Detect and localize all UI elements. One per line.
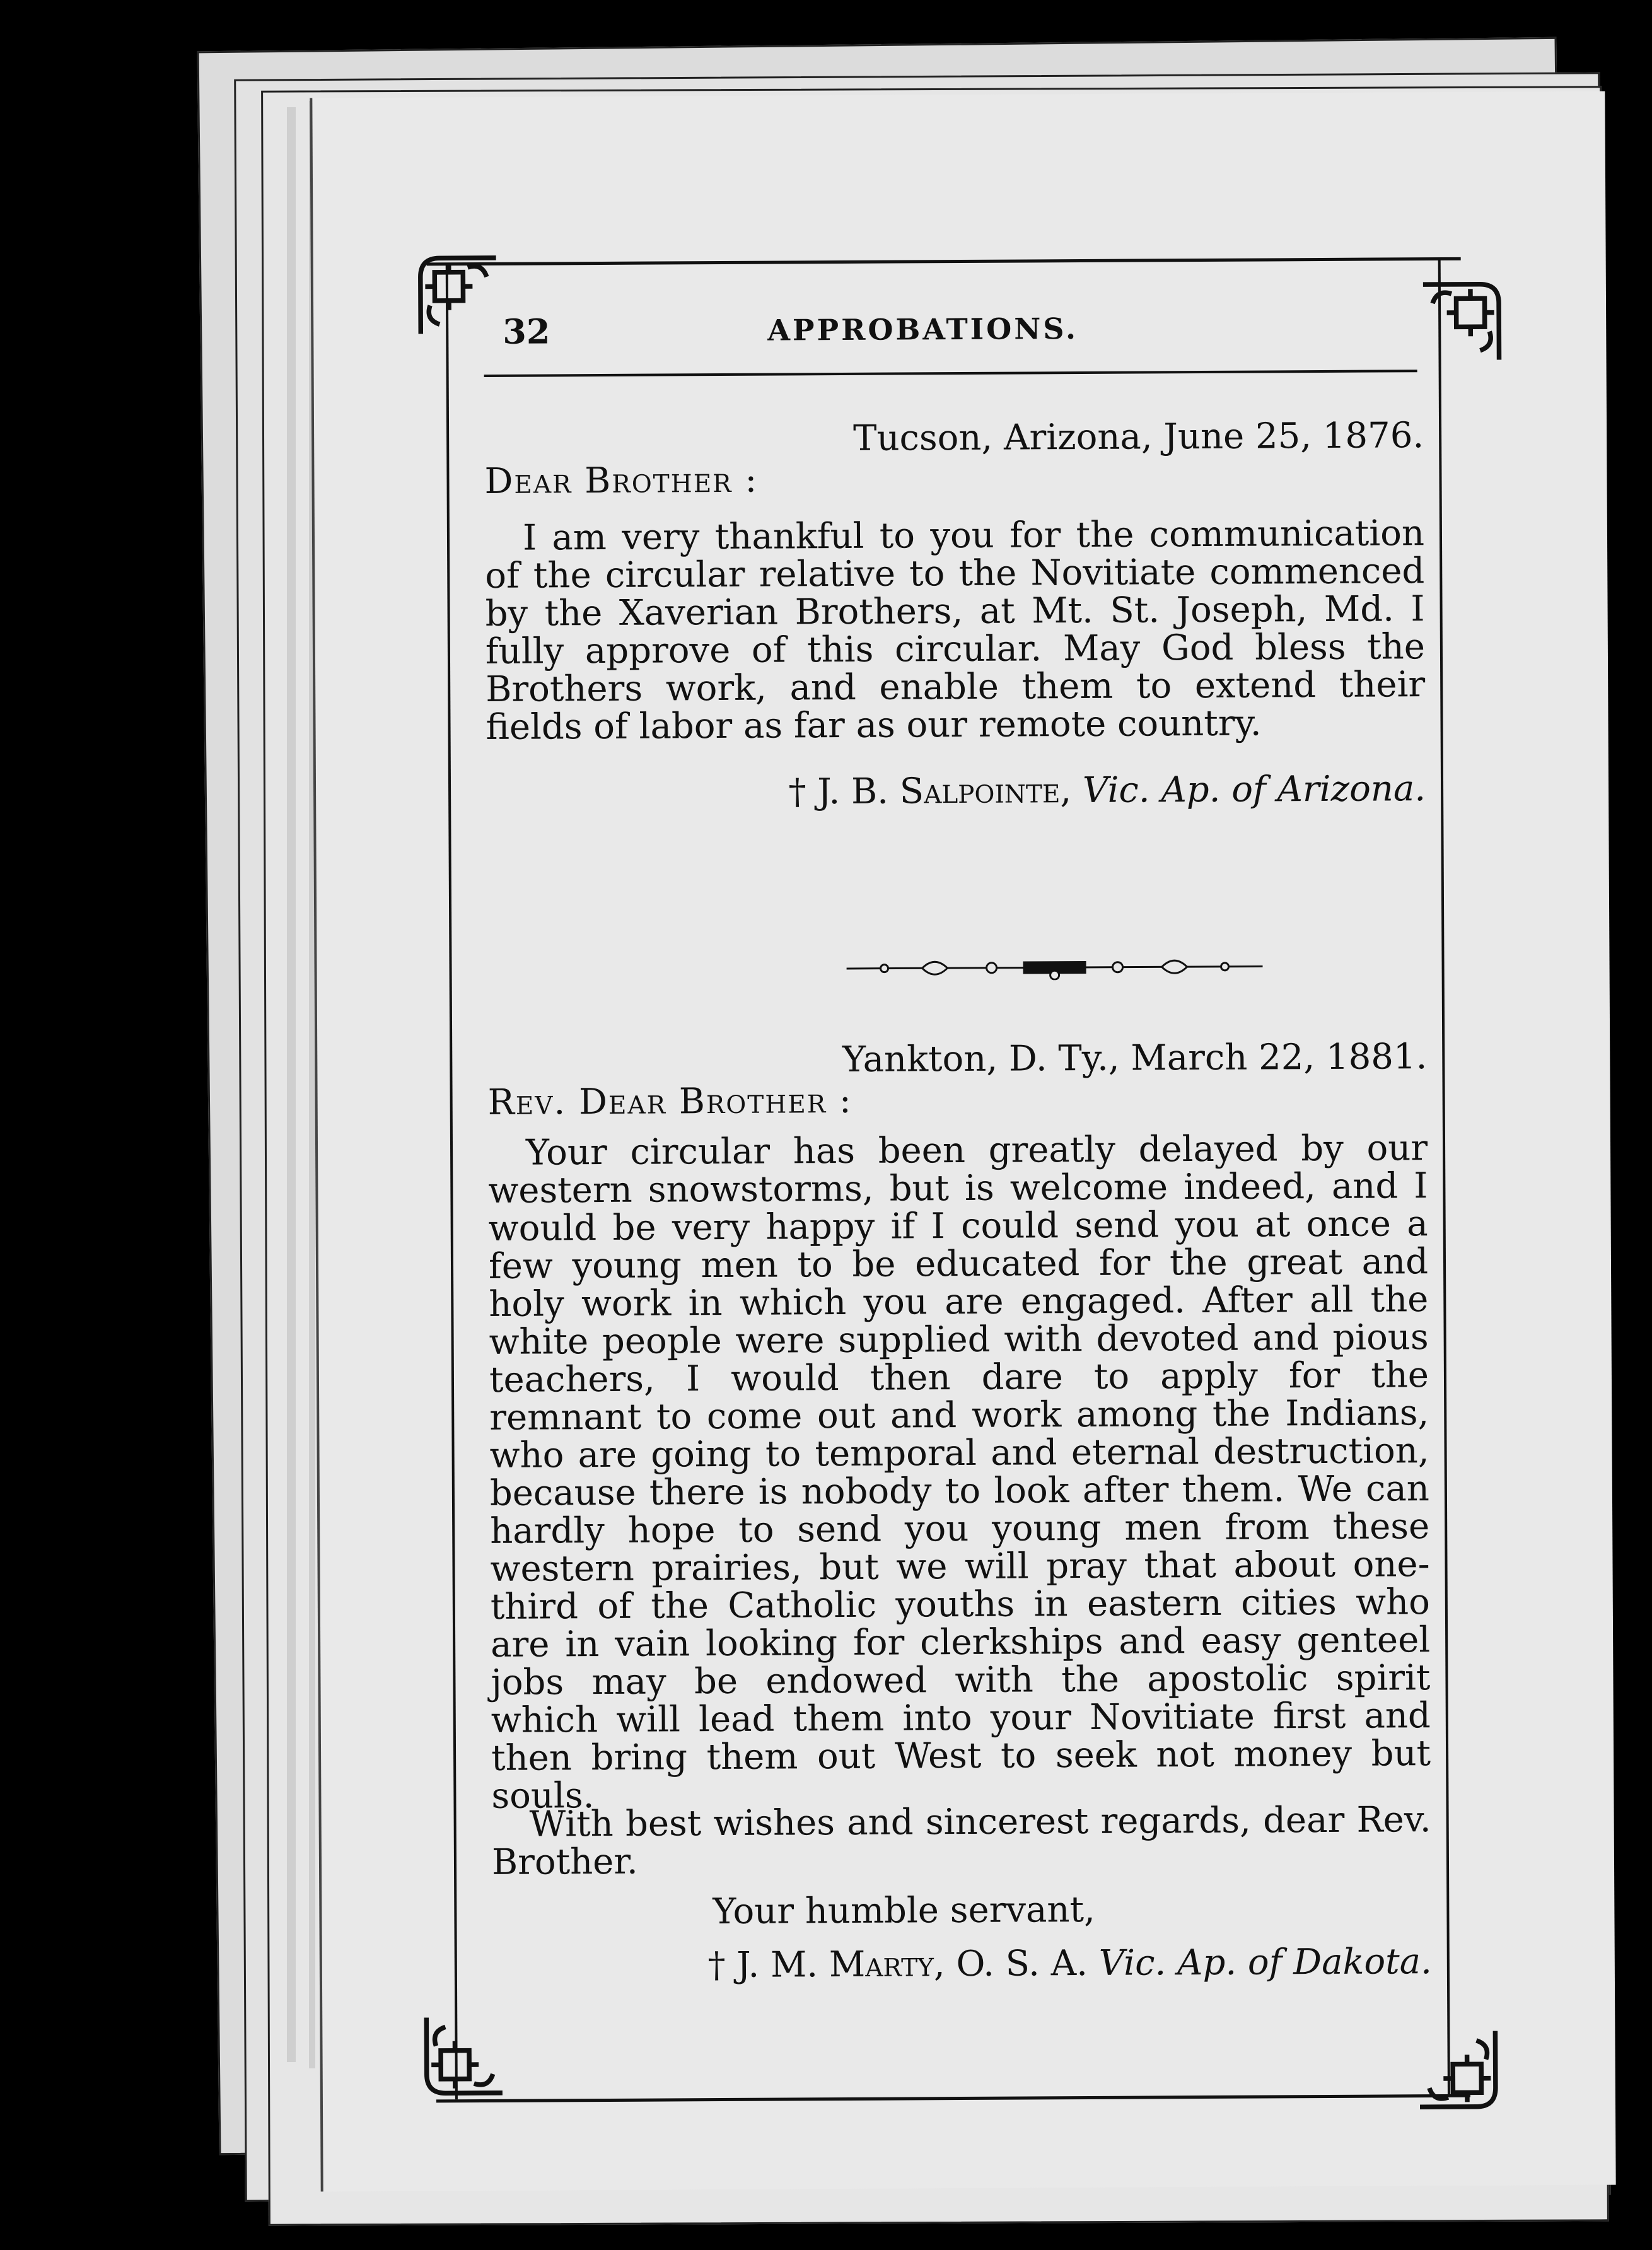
corner-ornament-icon [411, 248, 506, 344]
corner-ornament-icon [1414, 274, 1509, 370]
page-edge [287, 107, 296, 2062]
letter1-signature [486, 770, 1426, 813]
letter2-signature [492, 1943, 1432, 1986]
letter2-complimentary-close: Your humble servant, [713, 1889, 1095, 1933]
letter1-signature-name: J. B. Salpointe, [817, 770, 1072, 813]
letter1-signature-title: Vic. Ap. of Arizona. [1082, 768, 1426, 811]
cross-mark: † [707, 1944, 726, 1986]
corner-ornament-icon [417, 2008, 512, 2103]
ornamental-divider-icon [846, 954, 1262, 981]
book-page [310, 91, 1615, 2192]
running-head: APPROBATIONS. [767, 312, 1079, 347]
cross-mark: † [788, 771, 806, 813]
letter2-signature-name: J. M. Marty, O. S. A. [736, 1942, 1088, 1986]
corner-ornament-icon [1410, 2022, 1505, 2117]
letter2-salutation: Rev. Dear Brother : [487, 1080, 852, 1123]
letter2-signature-title: Vic. Ap. of Dakota. [1098, 1941, 1432, 1984]
letter1-dateline: Tucson, Arizona, June 25, 1876. [852, 415, 1424, 459]
letter2-dateline: Yankton, D. Ty., March 22, 1881. [842, 1036, 1428, 1080]
letter1-salutation: Dear Brother : [484, 459, 759, 502]
letter1-body: I am very thankful to you for the communication of the circular relative to the Novitiate commenced by the Xaverian Brothers, at Mt. St. Joseph, Md. I fully approve of this circular. May God bless the Brothers work, and enable them to extend their fields of labor as far as our remote country. [485, 513, 1426, 748]
letter2-closing-paragraph: With best wishes and sincerest regards, dear Rev. Brother. [491, 1799, 1431, 1883]
page-number: 32 [503, 311, 550, 352]
letter2-body: Your circular has been greatly delayed by our western snowstorms, but is welcome indeed, and I would be very happy if I could send you at once a few young men to be educated for the great and holy work in which you are engaged. After all the white people were supplied with devoted and pious teachers, I would then dare to apply for the remnant to come out and work among the Indians, who are going to temporal and eternal destruction, because there is nobody to look after them. We can hardly hope to send you young men from these western prairies, but we will pray that about one-third of the Catholic youths in eastern cities who are in vain looking for clerkships and easy genteel jobs may be endowed with the apostolic spirit which will lead them into your Novitiate first and then bring them out West to seek not money but souls. [488, 1128, 1431, 1817]
